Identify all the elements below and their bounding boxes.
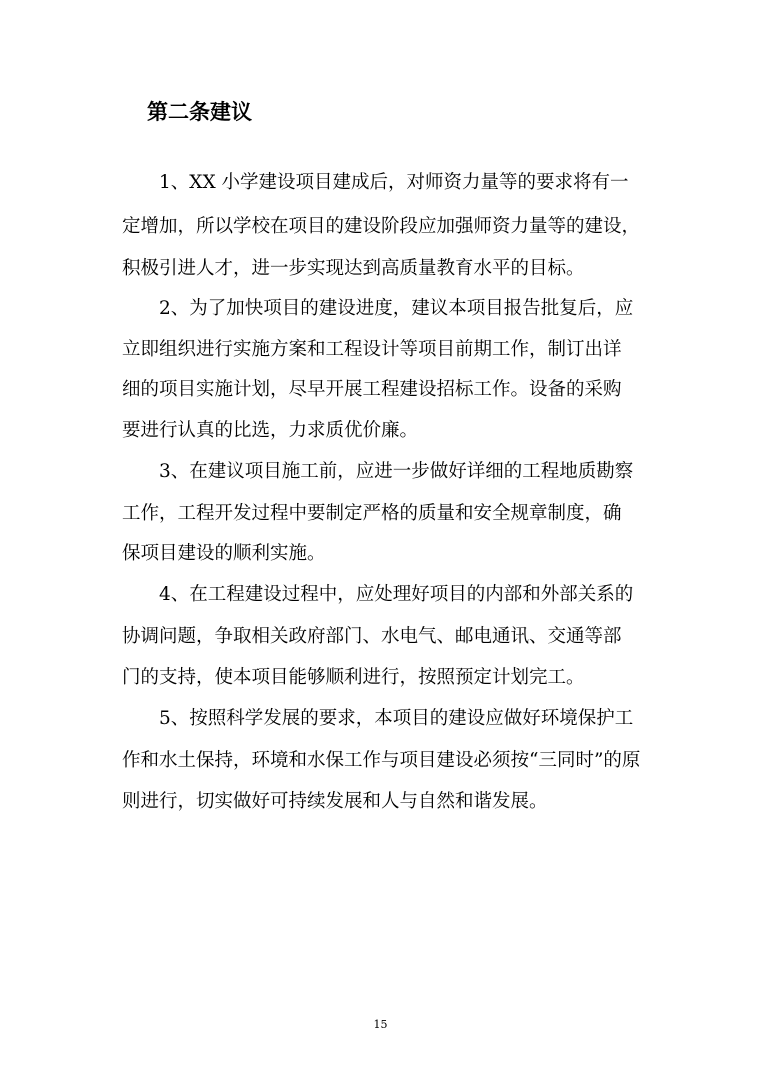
paragraph-line: 要进行认真的比选，力求质优价廉。 xyxy=(122,420,419,441)
paragraph-line: 细的项目实施计划，尽早开展工程建设招标工作。设备的采购 xyxy=(122,379,622,400)
paragraph-line: 工作，工程开发过程中要制定严格的质量和安全规章制度，确 xyxy=(122,503,622,524)
paragraph-line: 3、在建议项目施工前，应进一步做好详细的工程地质勘察 xyxy=(159,461,634,482)
paragraph-line: 保项目建设的顺利实施。 xyxy=(122,543,326,564)
paragraph-line: 1、XX 小学建设项目建成后，对师资力量等的要求将有一 xyxy=(159,172,629,193)
paragraph-line: 立即组织进行实施方案和工程设计等项目前期工作，制订出详 xyxy=(122,339,622,360)
paragraph-line: 协调问题，争取相关政府部门、水电气、邮电通讯、交通等部 xyxy=(122,626,622,647)
paragraph-line: 5、按照科学发展的要求，本项目的建设应做好环境保护工 xyxy=(159,708,634,729)
paragraph-line: 积极引进人才，进一步实现达到高质量教育水平的目标。 xyxy=(122,258,585,279)
section-title: 第二条建议 xyxy=(147,99,252,124)
paragraph-line: 4、在工程建设过程中，应处理好项目的内部和外部关系的 xyxy=(159,584,634,605)
paragraph-line: 则进行，切实做好可持续发展和人与自然和谐发展。 xyxy=(122,791,548,812)
paragraph-line: 门的支持，使本项目能够顺利进行，按照预定计划完工。 xyxy=(122,667,585,688)
paragraph-line: 2、为了加快项目的建设进度，建议本项目报告批复后，应 xyxy=(159,298,634,319)
paragraph-line: 作和水土保持，环境和水保工作与项目建设必须按“三同时”的原 xyxy=(122,750,641,771)
page-number: 15 xyxy=(373,1018,388,1031)
paragraph-line: 定增加，所以学校在项目的建设阶段应加强师资力量等的建设， xyxy=(122,216,641,237)
